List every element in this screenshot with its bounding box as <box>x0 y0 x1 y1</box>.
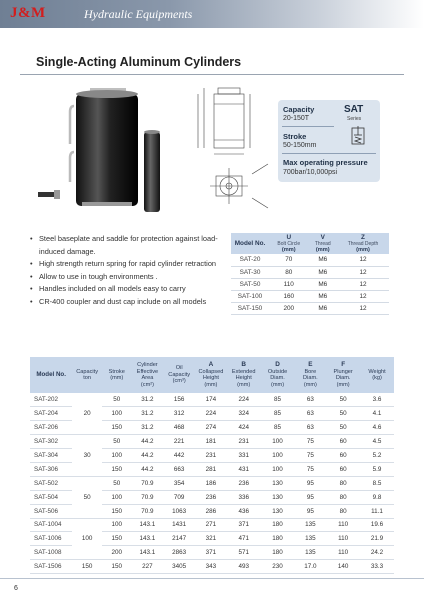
value-cell: 95 <box>294 490 326 504</box>
column-header: Oil Capacity (cm³) <box>163 357 195 393</box>
model-cell: SAT-206 <box>30 421 72 435</box>
value-cell: 312 <box>163 407 195 421</box>
value-cell: 130 <box>261 504 295 518</box>
value-cell: 4.5 <box>360 435 394 449</box>
value-cell: 50 <box>326 393 360 407</box>
value-cell: 110 <box>326 546 360 560</box>
model-cell: SAT-204 <box>30 407 72 421</box>
value-cell: 143.1 <box>132 532 164 546</box>
value-cell: 75 <box>294 449 326 463</box>
value-cell: 12 <box>337 266 389 278</box>
value-cell: 80 <box>326 490 360 504</box>
bullet-icon: • <box>30 234 33 243</box>
thread-dimension-table <box>231 233 389 315</box>
value-cell: 224 <box>227 393 261 407</box>
value-cell: 31.2 <box>132 393 164 407</box>
value-cell: 343 <box>195 560 227 574</box>
value-cell: M6 <box>309 290 337 302</box>
model-cell: SAT-306 <box>30 462 72 476</box>
value-cell: 4.1 <box>360 407 394 421</box>
value-cell: 221 <box>163 435 195 449</box>
model-cell: SAT-504 <box>30 490 72 504</box>
capacity-cell: 50 <box>72 476 102 518</box>
pressure-label: Max operating pressure <box>283 158 368 167</box>
value-cell: 135 <box>294 532 326 546</box>
value-cell: 2147 <box>163 532 195 546</box>
value-cell: M6 <box>309 278 337 290</box>
feature-list <box>30 233 226 308</box>
brand-logo: J&M <box>10 5 46 21</box>
table-row <box>30 476 394 490</box>
cylinder-symbol-icon <box>348 125 370 147</box>
value-cell: 186 <box>195 476 227 490</box>
value-cell: 100 <box>261 449 295 463</box>
value-cell: 143.1 <box>132 518 164 532</box>
value-cell: 5.2 <box>360 449 394 463</box>
table-row <box>30 435 394 449</box>
capacity-label: Capacity <box>283 105 315 114</box>
feature-item: • CR-400 coupler and dust cap include on all models <box>30 296 226 309</box>
column-header: Model No. <box>30 357 72 393</box>
value-cell: 1431 <box>163 518 195 532</box>
value-cell: 70.9 <box>132 490 164 504</box>
value-cell: 354 <box>163 476 195 490</box>
feature-item: • Allow to use in tough environments . <box>30 271 226 284</box>
capacity-cell: 30 <box>72 435 102 477</box>
value-cell: 371 <box>227 518 261 532</box>
value-cell: 63 <box>294 407 326 421</box>
value-cell: 442 <box>163 449 195 463</box>
column-header: A Collapsed Height (mm) <box>195 357 227 393</box>
value-cell: 224 <box>195 407 227 421</box>
technical-drawing <box>190 84 274 216</box>
value-cell: 44.2 <box>132 449 164 463</box>
value-cell: 24.2 <box>360 546 394 560</box>
spec-divider <box>282 153 376 154</box>
table-header-row <box>30 357 394 393</box>
value-cell: 431 <box>227 462 261 476</box>
bullet-icon: • <box>30 284 33 293</box>
value-cell: 12 <box>337 302 389 314</box>
table-row <box>231 302 389 314</box>
product-photo <box>30 82 180 217</box>
value-cell: 110 <box>269 278 309 290</box>
value-cell: 44.2 <box>132 435 164 449</box>
header-title: Hydraulic Equipments <box>84 7 193 21</box>
column-header: Weight (kg) <box>360 357 394 393</box>
value-cell: 181 <box>195 435 227 449</box>
value-cell: 230 <box>261 560 295 574</box>
feature-item: • High strength return spring for rapid cylinder retraction <box>30 258 226 271</box>
value-cell: 110 <box>326 532 360 546</box>
feature-item: • Handles included on all models easy to carry <box>30 283 226 296</box>
column-header: V Thread (mm) <box>309 233 337 254</box>
value-cell: 85 <box>261 407 295 421</box>
column-header: Z Thread Depth (mm) <box>337 233 389 254</box>
value-cell: 130 <box>261 476 295 490</box>
bullet-icon: • <box>30 271 33 281</box>
feature-item: • Steel baseplate and saddle for protection against load-induced damage. <box>30 234 218 256</box>
value-cell: 281 <box>195 462 227 476</box>
pressure-value: 700bar/10,000psi <box>283 169 338 176</box>
column-header: Cylinder Effective Area (cm²) <box>132 357 164 393</box>
model-cell: SAT-150 <box>231 302 269 314</box>
footer-divider <box>0 578 424 579</box>
value-cell: 95 <box>294 476 326 490</box>
value-cell: 44.2 <box>132 462 164 476</box>
value-cell: 100 <box>102 490 132 504</box>
value-cell: 274 <box>195 421 227 435</box>
model-cell: SAT-1006 <box>30 532 72 546</box>
column-header: Capacity ton <box>72 357 102 393</box>
model-cell: SAT-202 <box>30 393 72 407</box>
bullet-icon: • <box>30 259 33 268</box>
value-cell: 50 <box>102 476 132 490</box>
value-cell: 130 <box>261 490 295 504</box>
value-cell: 436 <box>227 504 261 518</box>
value-cell: 150 <box>102 560 132 574</box>
value-cell: 19.6 <box>360 518 394 532</box>
value-cell: 80 <box>326 476 360 490</box>
value-cell: 12 <box>337 290 389 302</box>
value-cell: 100 <box>102 407 132 421</box>
title-divider <box>20 74 404 75</box>
model-cell: SAT-20 <box>231 254 269 266</box>
value-cell: M6 <box>309 302 337 314</box>
value-cell: 271 <box>195 518 227 532</box>
value-cell: 493 <box>227 560 261 574</box>
value-cell: 321 <box>195 532 227 546</box>
value-cell: 150 <box>102 421 132 435</box>
value-cell: 100 <box>261 462 295 476</box>
value-cell: 135 <box>294 518 326 532</box>
value-cell: 70 <box>269 254 309 266</box>
value-cell: 12 <box>337 254 389 266</box>
value-cell: 231 <box>195 449 227 463</box>
value-cell: 9.8 <box>360 490 394 504</box>
table-row <box>231 254 389 266</box>
value-cell: 336 <box>227 490 261 504</box>
series-code: SAT <box>344 104 364 115</box>
value-cell: 156 <box>163 393 195 407</box>
value-cell: 85 <box>261 393 295 407</box>
value-cell: 180 <box>261 532 295 546</box>
column-header: Stroke (mm) <box>102 357 132 393</box>
value-cell: 3405 <box>163 560 195 574</box>
value-cell: 4.6 <box>360 421 394 435</box>
value-cell: 286 <box>195 504 227 518</box>
value-cell: 236 <box>195 490 227 504</box>
value-cell: 31.2 <box>132 421 164 435</box>
value-cell: 331 <box>227 449 261 463</box>
column-header: F Plunger Diam. (mm) <box>326 357 360 393</box>
value-cell: 110 <box>326 518 360 532</box>
value-cell: 31.2 <box>132 407 164 421</box>
value-cell: 135 <box>294 546 326 560</box>
value-cell: 50 <box>326 421 360 435</box>
value-cell: 17.0 <box>294 560 326 574</box>
capacity-value: 20-150T <box>283 115 310 122</box>
value-cell: 95 <box>294 504 326 518</box>
value-cell: 100 <box>102 518 132 532</box>
value-cell: 160 <box>269 290 309 302</box>
value-cell: 236 <box>227 476 261 490</box>
value-cell: 424 <box>227 421 261 435</box>
value-cell: 709 <box>163 490 195 504</box>
value-cell: 60 <box>326 435 360 449</box>
column-header: E Bore Diam. (mm) <box>294 357 326 393</box>
value-cell: 50 <box>326 407 360 421</box>
value-cell: 80 <box>326 504 360 518</box>
value-cell: 80 <box>269 266 309 278</box>
value-cell: 60 <box>326 449 360 463</box>
capacity-cell: 20 <box>72 393 102 435</box>
value-cell: 8.5 <box>360 476 394 490</box>
value-cell: 471 <box>227 532 261 546</box>
value-cell: 60 <box>326 462 360 476</box>
value-cell: 50 <box>102 393 132 407</box>
value-cell: 150 <box>102 462 132 476</box>
value-cell: 324 <box>227 407 261 421</box>
spec-divider <box>282 126 334 127</box>
value-cell: 227 <box>132 560 164 574</box>
model-cell: SAT-100 <box>231 290 269 302</box>
value-cell: 21.9 <box>360 532 394 546</box>
value-cell: 85 <box>261 421 295 435</box>
value-cell: 174 <box>195 393 227 407</box>
model-cell: SAT-30 <box>231 266 269 278</box>
value-cell: 200 <box>102 546 132 560</box>
value-cell: 140 <box>326 560 360 574</box>
value-cell: 663 <box>163 462 195 476</box>
value-cell: 11.1 <box>360 504 394 518</box>
capacity-cell: 150 <box>72 560 102 574</box>
series-label: Series <box>347 116 362 122</box>
model-cell: SAT-1004 <box>30 518 72 532</box>
table-row <box>30 560 394 574</box>
value-cell: 1063 <box>163 504 195 518</box>
value-cell: 3.6 <box>360 393 394 407</box>
model-cell: SAT-1506 <box>30 560 72 574</box>
model-cell: SAT-502 <box>30 476 72 490</box>
value-cell: 12 <box>337 278 389 290</box>
header-bar <box>0 0 424 28</box>
value-cell: 75 <box>294 435 326 449</box>
column-header: Model No. <box>231 233 269 254</box>
table-row <box>231 278 389 290</box>
value-cell: 180 <box>261 546 295 560</box>
value-cell: 468 <box>163 421 195 435</box>
stroke-value: 50-150mm <box>283 142 317 149</box>
stroke-label: Stroke <box>283 132 307 141</box>
value-cell: 63 <box>294 393 326 407</box>
value-cell: 70.9 <box>132 476 164 490</box>
model-cell: SAT-506 <box>30 504 72 518</box>
table-row <box>30 393 394 407</box>
table-row <box>30 518 394 532</box>
model-cell: SAT-302 <box>30 435 72 449</box>
value-cell: 63 <box>294 421 326 435</box>
value-cell: 50 <box>102 435 132 449</box>
value-cell: 75 <box>294 462 326 476</box>
table-header-row <box>231 233 389 254</box>
value-cell: 150 <box>102 532 132 546</box>
value-cell: 143.1 <box>132 546 164 560</box>
model-cell: SAT-304 <box>30 449 72 463</box>
cylinder-spec-table <box>30 357 394 574</box>
table-row <box>231 266 389 278</box>
value-cell: 200 <box>269 302 309 314</box>
page-number: 6 <box>14 585 18 592</box>
value-cell: 70.9 <box>132 504 164 518</box>
value-cell: 100 <box>102 449 132 463</box>
bullet-icon: • <box>30 296 33 306</box>
value-cell: 5.9 <box>360 462 394 476</box>
page-title: Single-Acting Aluminum Cylinders <box>36 55 242 69</box>
model-cell: SAT-50 <box>231 278 269 290</box>
value-cell: M6 <box>309 254 337 266</box>
value-cell: 100 <box>261 435 295 449</box>
column-header: B Extended Height (mm) <box>227 357 261 393</box>
value-cell: 150 <box>102 504 132 518</box>
value-cell: M6 <box>309 266 337 278</box>
value-cell: 2863 <box>163 546 195 560</box>
model-cell: SAT-1008 <box>30 546 72 560</box>
value-cell: 231 <box>227 435 261 449</box>
value-cell: 571 <box>227 546 261 560</box>
table-row <box>231 290 389 302</box>
value-cell: 180 <box>261 518 295 532</box>
value-cell: 33.3 <box>360 560 394 574</box>
value-cell: 371 <box>195 546 227 560</box>
column-header: U Bolt Circle (mm) <box>269 233 309 254</box>
capacity-cell: 100 <box>72 518 102 560</box>
column-header: D Outside Diam. (mm) <box>261 357 295 393</box>
